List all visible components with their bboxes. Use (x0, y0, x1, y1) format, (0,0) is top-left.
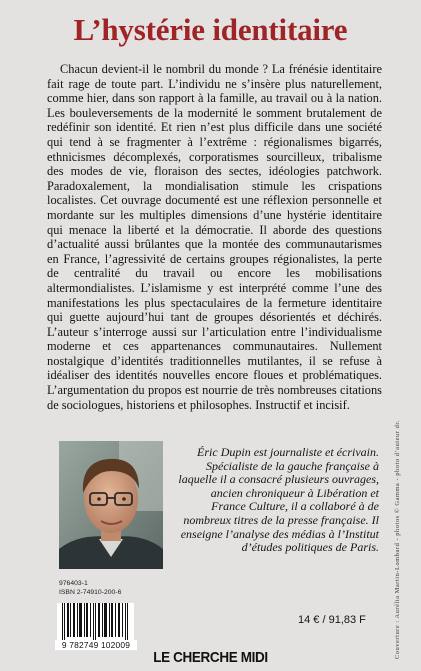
blurb-text: Chacun devient-il le nombril du monde ? La frénésie identitaire fait rage de toute part. L’individu ne s’insère plus naturellement, comme hier, dans son rapport à la famille, au travail ou à la nation. Les bouleversements de la modernité le somment brutalement de redéfinir son identité. Et rien n’est plus difficile dans une société qui tend à se fragmenter à l’extrême : régionalismes bigarrés, ethnicismes décomplexés, corporatismes sourcilleux, tribalisme des modes de vie, floraison des sectes, idéologies patchwork. Paradoxalement, la mondialisation stimule les crispations localistes. Cet ouvrage documenté est une réflexion personnelle et mordante sur les multiples dimensions d’une hystérie identitaire qui menace la liberté et la démocratie. Il aborde des questions d’actualité aussi brûlantes que la montée des communautarismes en France, l’agressivité de certains groupes régionalistes, la perte de centralité du travail ou encore les mobilisations altermondialistes. L’islamisme y est interprété comme l’une des manifestations les plus spectaculaires de la fermeture identitaire qui guette aujourd’hui tant de groupes désorientés et déchirés. L’auteur s’interroge aussi sur l’articulation entre l’individualisme moderne et ces appartenances communautaires. Nullement nostalgique d’identités traditionnelles mutilantes, il se refuse à idéaliser des identités nouvelles encore floues et problématiques. L’argumentation du propos est nourrie de très nombreuses citations de sociologues, historiens et philosophes. Instructif et incisif. (47, 62, 382, 412)
book-title: L’hystérie identitaire (73, 12, 348, 47)
author-bio: Éric Dupin est journaliste et écrivain. Spécialiste de la gauche française à laquelle il a consacré plusieurs ouvrages, ancien chroniqueur à Libération et France Culture, il a collaboré à de nombreux titres de la presse française. Il enseigne l’analyse des médias à l’Institut d’études politiques de Paris. (178, 445, 379, 555)
author-portrait-image (59, 441, 163, 569)
barcode (57, 603, 134, 641)
isbn: ISBN 2-74910-200-6 (59, 589, 122, 596)
cover-credit: Couverture : Aurélia Martin-Lombard - photos © Gamma - photo d’auteur dr. (394, 420, 401, 659)
barcode-bars (57, 603, 134, 641)
price: 14 € / 91,83 F (298, 614, 366, 626)
author-photo (59, 441, 163, 569)
reference-code: 976403-1 (59, 580, 88, 587)
publisher-logo: LE CHERCHE MIDI (153, 649, 268, 666)
barcode-digits: 9 782749 102009 (55, 640, 137, 650)
back-cover-blurb (47, 62, 382, 412)
